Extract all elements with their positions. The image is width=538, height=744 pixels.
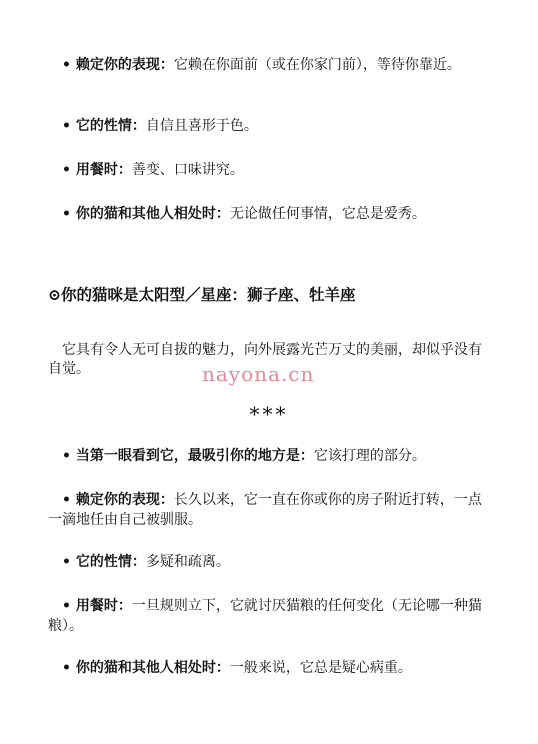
item-text: 多疑和疏离。	[145, 554, 230, 570]
list-item	[48, 596, 488, 636]
item-label: • 用餐时：	[62, 598, 132, 614]
item-text: 善变、口味讲究。	[131, 162, 244, 178]
item-text: 一旦规则立下，它就讨厌猫粮的任何变化（无论哪一种猫粮）。	[48, 598, 482, 634]
item-text: 自信且喜形于色。	[145, 118, 258, 134]
item-text: 长久以来，它一直在你或你的房子附近打转，一点一滴地任由自己被驯服。	[48, 492, 482, 528]
item-label: • 赖定你的表现：	[62, 492, 174, 508]
list-item	[48, 116, 488, 136]
item-text: 一般来说，它总是疑心病重。	[229, 660, 412, 676]
list-item	[48, 552, 488, 572]
watermark: nayona.cn	[202, 362, 315, 386]
list-item	[48, 658, 488, 678]
list-item	[48, 160, 488, 180]
item-text: 无论做任何事情，它总是爱秀。	[229, 206, 426, 222]
item-label: • 赖定你的表现：	[62, 57, 174, 73]
separator: ***	[249, 402, 289, 426]
item-label: • 它的性情：	[62, 554, 146, 570]
section-heading: ⊙你的猫咪是太阳型／星座：狮子座、牡羊座	[48, 285, 356, 304]
list-item	[48, 204, 488, 224]
list-item	[48, 446, 488, 466]
item-label: • 用餐时：	[62, 162, 132, 178]
intro-paragraph: 它具有令人无可自拔的魅力，向外展露光芒万丈的美丽，却似乎没有自觉。	[48, 342, 482, 377]
list-item	[48, 490, 488, 530]
item-label: • 你的猫和其他人相处时：	[62, 206, 230, 222]
item-text: 它该打理的部分。	[313, 448, 426, 464]
item-label: • 它的性情：	[62, 118, 146, 134]
item-label: • 你的猫和其他人相处时：	[62, 660, 230, 676]
list-item	[48, 55, 488, 75]
item-label: • 当第一眼看到它，最吸引你的地方是：	[62, 448, 314, 464]
item-text: 它赖在你面前（或在你家门前），等待你靠近。	[173, 57, 461, 73]
